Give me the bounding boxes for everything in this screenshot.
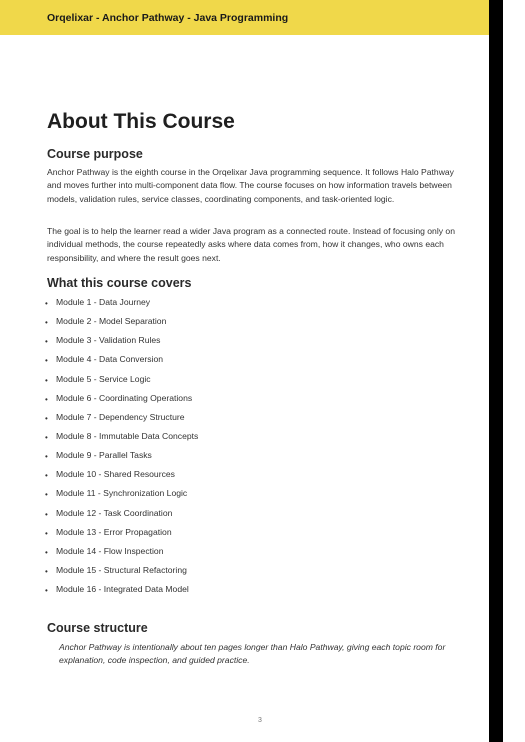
module-list-item — [47, 353, 198, 372]
bullet-icon: • — [45, 452, 48, 462]
bullet-icon: • — [45, 299, 48, 308]
bullet-icon: • — [45, 318, 48, 328]
module-label: Module 3 - Validation Rules — [56, 335, 161, 346]
bullet-icon: • — [45, 490, 48, 500]
bullet-icon: • — [45, 471, 48, 481]
module-label: Module 13 - Error Propagation — [56, 526, 172, 537]
bullet-icon: • — [45, 528, 48, 538]
module-label: Module 7 - Dependency Structure — [56, 411, 185, 422]
bullet-icon: • — [45, 509, 48, 519]
module-label: Module 1 - Data Journey — [56, 297, 151, 307]
bullet-icon: • — [45, 413, 48, 423]
module-list-item — [47, 296, 198, 315]
module-label: Module 16 - Integrated Data Model — [56, 584, 189, 595]
purpose-paragraph-2: The goal is to help the learner read a wider Java program as a connected route. Instead of focusing only on individual methods, the course repeatedly asks where data comes from, how it changes, who owns each responsibility, and where the result goes next. — [47, 226, 455, 263]
module-label: Module 14 - Flow Inspection — [56, 545, 164, 556]
module-list-item — [47, 583, 198, 602]
module-label: Module 12 - Task Coordination — [56, 507, 173, 518]
module-label: Module 15 - Structural Refactoring — [56, 564, 187, 575]
module-list — [47, 296, 198, 602]
page-title: About This Course — [47, 110, 235, 133]
purpose-paragraph-1: Anchor Pathway is the eighth course in the Orqelixar Java programming sequence. It follows Halo Pathway and moves further into multi-component data flow. The course focuses on how information travels between models, validation rules, service classes, coordinating components, and task-oriented logic. — [47, 167, 454, 204]
section-heading-covers: What this course covers — [47, 276, 192, 290]
module-label: Module 6 - Coordinating Operations — [56, 392, 193, 403]
module-label: Module 2 - Model Separation — [56, 316, 167, 327]
header-band — [0, 0, 489, 35]
module-list-item — [47, 545, 198, 564]
module-list-item — [47, 507, 198, 526]
module-list-item — [47, 392, 198, 411]
structure-note: Anchor Pathway is intentionally about ten pages longer than Halo Pathway, giving each topic room for explanation, code inspection, and guided practice. — [59, 642, 446, 666]
module-label: Module 4 - Data Conversion — [56, 354, 163, 365]
bullet-icon: • — [45, 586, 48, 596]
module-list-item — [47, 411, 198, 430]
module-label: Module 8 - Immutable Data Concepts — [56, 430, 199, 441]
module-list-item — [47, 487, 198, 506]
module-list-item — [47, 334, 198, 353]
section-heading-purpose: Course purpose — [47, 147, 143, 161]
module-list-item — [47, 468, 198, 487]
page-edge-bar — [489, 0, 503, 742]
module-list-item — [47, 430, 198, 449]
module-list-item — [47, 449, 198, 468]
page-number: 3 — [258, 717, 262, 724]
module-list-item — [47, 526, 198, 545]
bullet-icon: • — [45, 375, 48, 385]
section-heading-structure: Course structure — [47, 621, 148, 635]
module-label: Module 11 - Synchronization Logic — [56, 488, 188, 499]
bullet-icon: • — [45, 432, 48, 442]
header-title: Orqelixar - Anchor Pathway - Java Programming — [47, 12, 289, 24]
bullet-icon: • — [45, 394, 48, 404]
bullet-icon: • — [45, 566, 48, 576]
bullet-icon: • — [45, 547, 48, 557]
module-list-item — [47, 373, 198, 392]
module-list-item — [47, 564, 198, 583]
module-label: Module 9 - Parallel Tasks — [56, 450, 152, 461]
bullet-icon: • — [45, 356, 48, 366]
module-label: Module 10 - Shared Resources — [56, 469, 175, 480]
module-label: Module 5 - Service Logic — [56, 373, 151, 384]
bullet-icon: • — [45, 337, 48, 347]
module-list-item — [47, 315, 198, 334]
